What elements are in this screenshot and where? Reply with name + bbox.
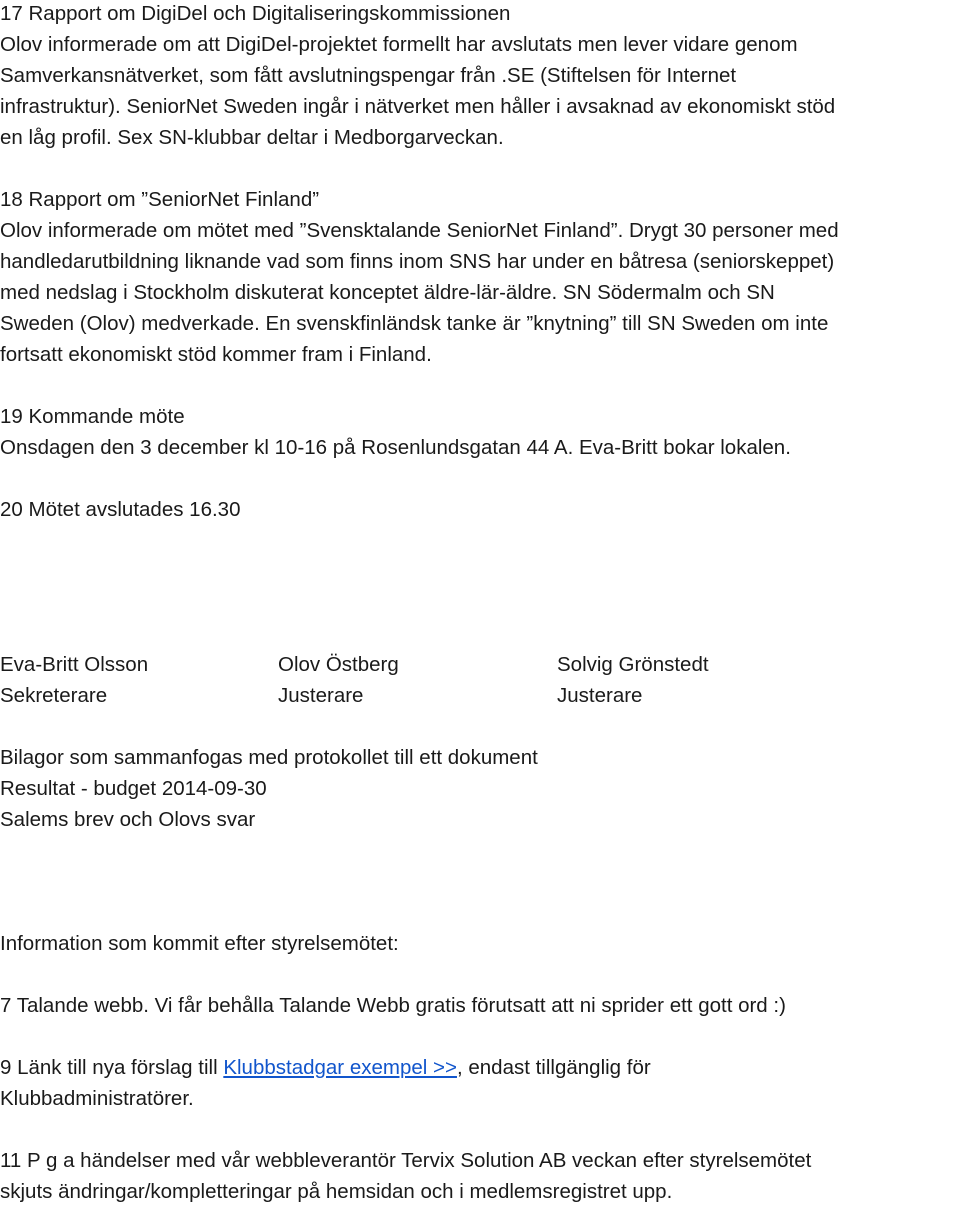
- signature-role-3: Justerare: [557, 684, 643, 707]
- info-item-9-suffix: , endast tillgänglig för: [456, 1056, 651, 1079]
- attachments-block: [0, 742, 960, 835]
- spacer: [0, 835, 960, 928]
- spacer: [0, 525, 960, 618]
- section-18-heading: 18 Rapport om ”SeniorNet Finland”: [0, 188, 320, 211]
- section-17-line-3: infrastruktur). SeniorNet Sweden ingår i nätverket men håller i avsaknad av ekonomiskt stöd: [0, 95, 836, 118]
- section-19-heading: 19 Kommande möte: [0, 405, 185, 428]
- spacer: [0, 153, 960, 184]
- section-19: [0, 401, 960, 463]
- section-18-line-3: med nedslag i Stockholm diskuterat konceptet äldre-lär-äldre. SN Södermalm och SN: [0, 281, 775, 304]
- signature-block: [0, 649, 960, 711]
- info-item-11-line-1: 11 P g a händelser med vår webbleverantör Tervix Solution AB veckan efter styrelsemötet: [0, 1149, 812, 1172]
- spacer: [0, 711, 960, 742]
- info-item-11-line-2: skjuts ändringar/kompletteringar på hemsidan och i medlemsregistret upp.: [0, 1180, 673, 1203]
- section-18-line-1: Olov informerade om mötet med ”Svensktalande SeniorNet Finland”. Drygt 30 personer med: [0, 219, 839, 242]
- info-block: [0, 928, 960, 1207]
- section-20: [0, 494, 960, 525]
- attachment-item-1: Resultat - budget 2014-09-30: [0, 777, 267, 800]
- section-17-line-2: Samverkansnätverket, som fått avslutningspengar från .SE (Stiftelsen för Internet: [0, 64, 737, 87]
- signature-name-1: Eva-Britt Olsson: [0, 653, 149, 676]
- signature-roles-row: [0, 680, 960, 711]
- section-18-line-4: Sweden (Olov) medverkade. En svenskfinländsk tanke är ”knytning” till SN Sweden om inte: [0, 312, 829, 335]
- section-19-line: Onsdagen den 3 december kl 10-16 på Rosenlundsgatan 44 A. Eva-Britt bokar lokalen.: [0, 436, 791, 459]
- signature-name-2: Olov Östberg: [278, 653, 399, 676]
- info-item-7: 7 Talande webb. Vi får behålla Talande Webb gratis förutsatt att ni sprider ett gott ord :): [0, 994, 786, 1017]
- section-20-heading: 20 Mötet avslutades 16.30: [0, 498, 241, 521]
- signature-names-row: [0, 649, 960, 680]
- attachment-item-2: Salems brev och Olovs svar: [0, 808, 256, 831]
- section-18-line-5: fortsatt ekonomiskt stöd kommer fram i Finland.: [0, 343, 432, 366]
- klubbstadgar-link[interactable]: Klubbstadgar exempel >>: [223, 1056, 457, 1079]
- attachments-heading: Bilagor som sammanfogas med protokollet till ett dokument: [0, 746, 538, 769]
- section-18: [0, 184, 960, 370]
- info-item-9-line-1: [0, 1052, 960, 1083]
- section-17-line-4: en låg profil. Sex SN-klubbar deltar i Medborgarveckan.: [0, 126, 504, 149]
- info-heading: Information som kommit efter styrelsemötet:: [0, 932, 399, 955]
- signature-role-1: Sekreterare: [0, 684, 108, 707]
- signature-role-2: Justerare: [278, 684, 364, 707]
- spacer: [0, 463, 960, 494]
- info-item-9-line-2: Klubbadministratörer.: [0, 1087, 194, 1110]
- spacer: [0, 370, 960, 401]
- section-17: [0, 0, 960, 153]
- spacer: [0, 618, 960, 649]
- section-17-line-1: Olov informerade om att DigiDel-projektet formellt har avslutats men lever vidare genom: [0, 33, 798, 56]
- spacer: [0, 959, 960, 990]
- spacer: [0, 1114, 960, 1145]
- section-17-heading: 17 Rapport om DigiDel och Digitaliseringskommissionen: [0, 2, 511, 25]
- section-18-line-2: handledarutbildning liknande vad som finns inom SNS har under en båtresa (seniorskeppet): [0, 250, 835, 273]
- signature-name-3: Solvig Grönstedt: [557, 653, 709, 676]
- info-item-9-prefix: 9 Länk till nya förslag till: [0, 1056, 224, 1079]
- spacer: [0, 1021, 960, 1052]
